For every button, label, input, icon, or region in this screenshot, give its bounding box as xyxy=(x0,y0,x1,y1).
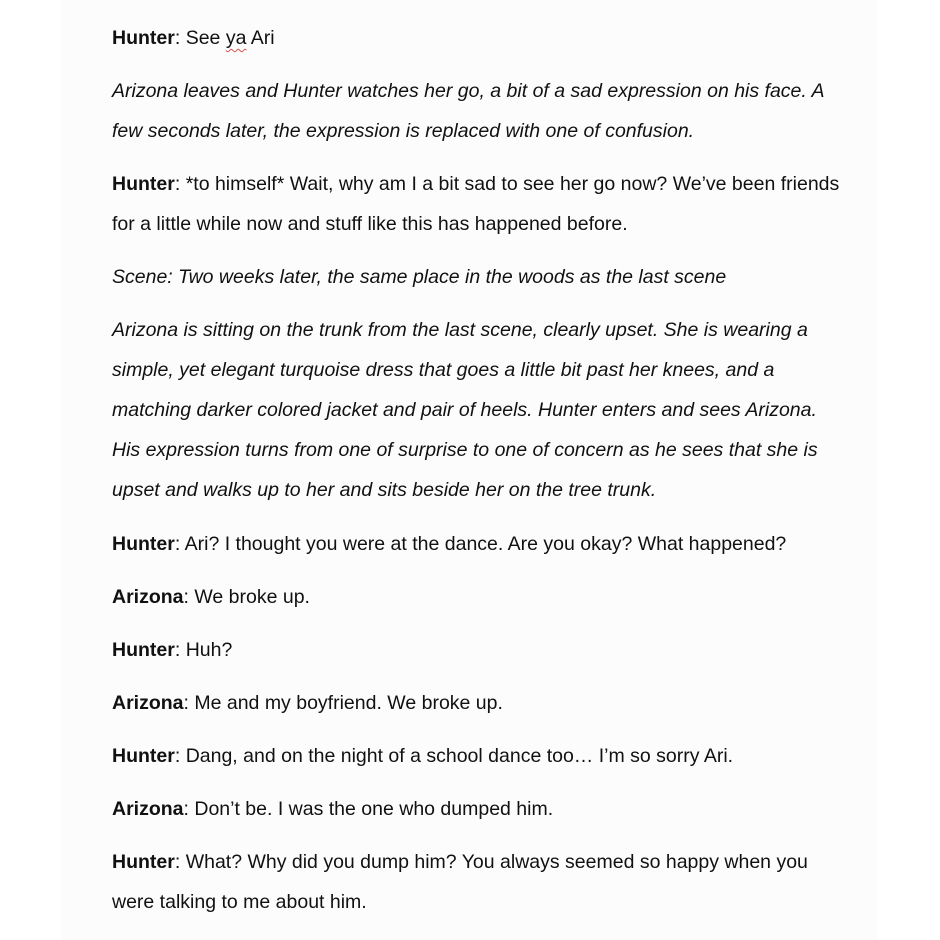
dialogue-text: *to himself* Wait, why am I a bit sad to see her go now? We’ve been friends for a little while now and stuff like this has happened before. xyxy=(112,173,840,235)
speaker-separator: : xyxy=(183,586,195,608)
dialogue-text: Ari? I thought you were at the dance. Are you okay? What happened? xyxy=(184,533,787,555)
speaker-separator: : xyxy=(183,798,195,820)
speaker-separator: : xyxy=(183,692,195,714)
dialogue-text: Me and my boyfriend. We broke up. xyxy=(194,692,503,714)
speaker-name: Hunter xyxy=(112,851,175,873)
stage-direction: Arizona leaves and Hunter watches her go, a bit of a sad expression on his face. A few seconds later, the expression is replaced with one of confusion. xyxy=(112,80,824,142)
dialogue-line-hunter xyxy=(112,736,852,776)
speaker-separator: : xyxy=(174,533,185,555)
speaker-name: Arizona xyxy=(112,586,184,608)
dialogue-line-hunter xyxy=(112,164,852,244)
dialogue-text-end: Ari xyxy=(246,27,275,49)
dialogue-line-arizona xyxy=(112,683,852,723)
speaker-name: Hunter xyxy=(112,745,175,767)
dialogue-line-hunter xyxy=(112,842,852,922)
speaker-separator: : xyxy=(174,851,186,873)
speaker-separator: : xyxy=(174,745,186,767)
dialogue-text: Dang, and on the night of a school dance too… I’m so sorry Ari. xyxy=(185,745,734,767)
speaker-name: Hunter xyxy=(112,533,175,555)
speaker-separator: : xyxy=(174,27,186,49)
stage-direction: Arizona is sitting on the trunk from the last scene, clearly upset. She is wearing a simple, yet elegant turquoise dress that goes a little bit past her knees, and a matching darker colored jacket and pair of heels. Hunter enters and sees Arizona. His expression turns from one of surprise to one of concern as he sees that she is upset and walks up to her and sits beside her on the tree trunk. xyxy=(112,319,818,501)
dialogue-line-arizona xyxy=(112,577,852,617)
dialogue-line-hunter xyxy=(112,630,852,670)
speaker-name: Arizona xyxy=(112,798,184,820)
speaker-name: Hunter xyxy=(112,639,175,661)
dialogue-text: Don’t be. I was the one who dumped him. xyxy=(194,798,554,820)
scene-heading: Scene: Two weeks later, the same place in the woods as the last scene xyxy=(112,266,727,288)
dialogue-text: See xyxy=(185,27,226,49)
dialogue-text: Huh? xyxy=(185,639,233,661)
dialogue-text: We broke up. xyxy=(194,586,310,608)
dialogue-text: What? Why did you dump him? You always seemed so happy when you were talking to me about him. xyxy=(112,851,808,913)
speaker-separator: : xyxy=(174,173,186,195)
dialogue-line-arizona xyxy=(112,789,852,829)
speaker-name: Hunter xyxy=(112,173,175,195)
dialogue-line-hunter xyxy=(112,18,852,58)
speaker-separator: : xyxy=(174,639,186,661)
spellcheck-flagged-word[interactable]: ya xyxy=(225,27,247,49)
dialogue-line-hunter xyxy=(112,524,852,564)
speaker-name: Arizona xyxy=(112,692,184,714)
speaker-name: Hunter xyxy=(112,27,175,49)
